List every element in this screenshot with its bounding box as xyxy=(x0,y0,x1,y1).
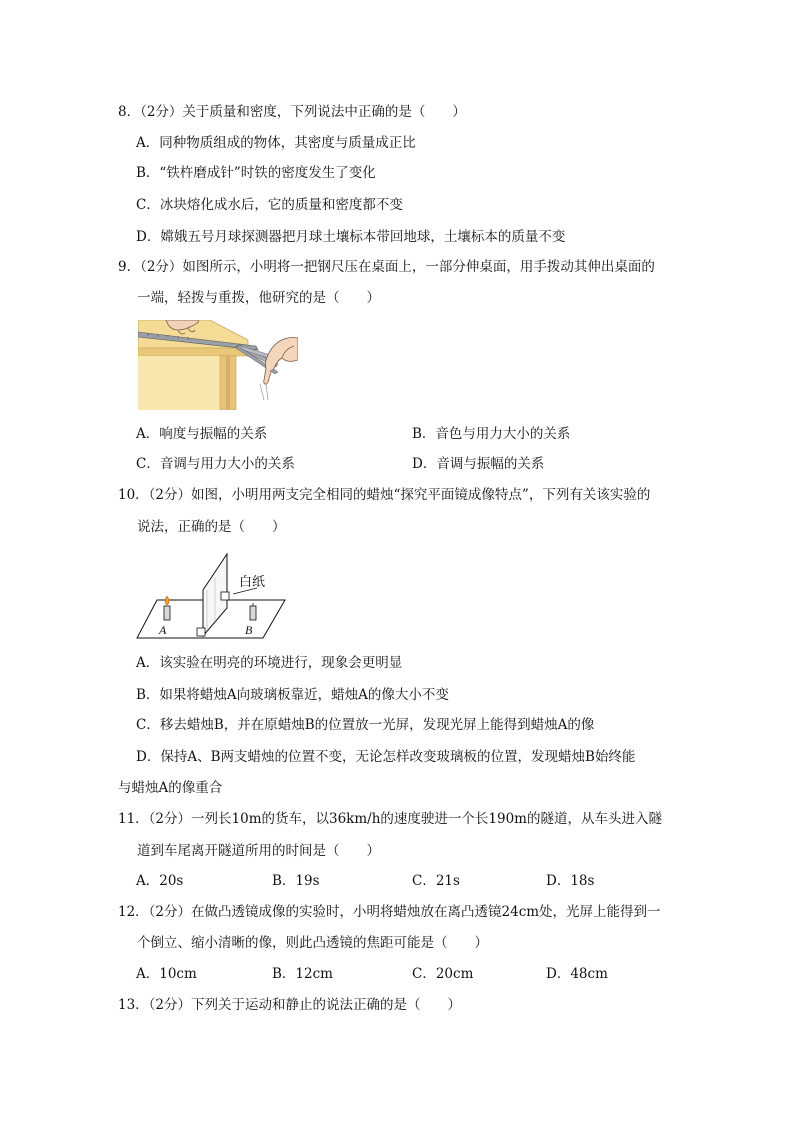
q9-option-a: A．响度与振幅的关系 xyxy=(136,426,268,442)
candle-b-label: B xyxy=(245,623,253,637)
q12-option-b: B．12cm xyxy=(272,966,333,982)
q12-stem-line2: 个倒立、缩小清晰的像，则此凸透镜的焦距可能是（ ） xyxy=(137,935,488,951)
q12-option-c: C．20cm xyxy=(412,966,474,982)
q10-stem-line1: 10．（2分）如图，小明用两支完全相同的蜡烛“探究平面镜成像特点”，下列有关该实验的 xyxy=(118,487,651,503)
q8-option-d: D．嫦娥五号月球探测器把月球土壤标本带回地球，土壤标本的质量不变 xyxy=(136,229,566,245)
q9-stem-line1: 9．（2分）如图所示，小明将一把钢尺压在桌面上，一部分伸桌面，用手拨动其伸出桌面的 xyxy=(118,259,655,275)
q12-option-d: D．48cm xyxy=(546,966,608,982)
right-hand-icon xyxy=(264,337,298,384)
q12-stem-line1: 12．（2分）在做凸透镜成像的实验时，小明将蜡烛放在离凸透镜24cm处，光屏上能得到一 xyxy=(118,904,661,920)
q8-option-c: C．冰块熔化成水后，它的质量和密度都不变 xyxy=(136,197,403,213)
q9-stem-line2: 一端，轻拨与重拨，他研究的是（ ） xyxy=(137,290,380,306)
q10-option-c: C．移去蜡烛B，并在原蜡烛B的位置放一光屏，发现光屏上能得到蜡烛A的像 xyxy=(136,717,595,733)
q10-stem-line2: 说法，正确的是（ ） xyxy=(137,519,286,535)
q11-option-d: D．18s xyxy=(546,873,595,889)
paper-label: 白纸 xyxy=(239,575,266,590)
q10-option-a: A．该实验在明亮的环境进行，现象会更明显 xyxy=(136,655,403,671)
q9-option-d: D．音调与振幅的关系 xyxy=(412,456,545,472)
q11-option-b: B．19s xyxy=(272,873,320,889)
q11-stem-line2: 道到车尾离开隧道所用的时间是（ ） xyxy=(137,843,380,859)
q10-option-d-continuation: 与蜡烛A的像重合 xyxy=(118,780,223,796)
q8-option-b: B．“铁杵磨成针”时铁的密度发生了变化 xyxy=(136,165,376,181)
plane-mirror-figure xyxy=(135,550,295,642)
q11-option-c: C．21s xyxy=(412,873,460,889)
q10-option-d: D．保持A、B两支蜡烛的位置不变，无论怎样改变玻璃板的位置，发现蜡烛B始终能 xyxy=(136,749,636,765)
q8-stem: 8．（2分）关于质量和密度，下列说法中正确的是（ ） xyxy=(118,104,466,120)
q9-option-b: B．音色与用力大小的关系 xyxy=(412,426,571,442)
q8-option-a: A．同种物质组成的物体，其密度与质量成正比 xyxy=(136,135,416,151)
q11-stem-line1: 11．（2分）一列长10m的货车，以36km/h的速度驶进一个长190m的隧道，从车头进入隧 xyxy=(118,811,662,827)
candle-a-label: A xyxy=(159,623,167,637)
q11-option-a: A．20s xyxy=(136,873,184,889)
q13-stem: 13．（2分）下列关于运动和静止的说法正确的是（ ） xyxy=(118,997,462,1013)
ruler-table-figure xyxy=(138,320,298,410)
q9-option-c: C．音调与用力大小的关系 xyxy=(136,456,295,472)
q12-option-a: A．10cm xyxy=(136,966,197,982)
q10-option-b: B．如果将蜡烛A向玻璃板靠近，蜡烛A的像大小不变 xyxy=(136,687,449,703)
